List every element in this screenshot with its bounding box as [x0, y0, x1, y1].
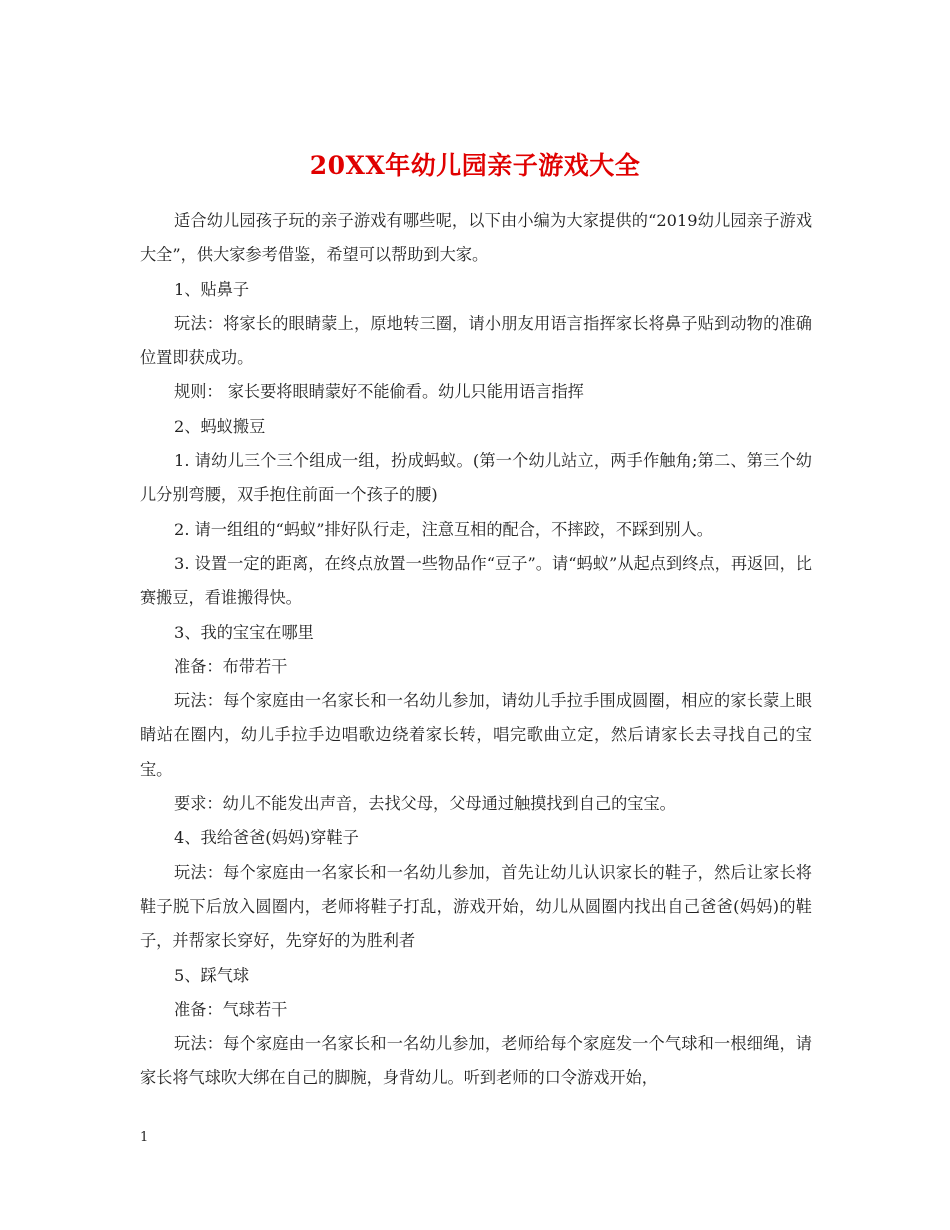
paragraph: 玩法：每个家庭由一名家长和一名幼儿参加，首先让幼儿认识家长的鞋子，然后让家长将鞋子脱下后放入圆圈内，老师将鞋子打乱，游戏开始，幼儿从圆圈内找出自己爸爸(妈妈)的鞋子，并帮家长穿好，先穿好的为胜利者	[140, 862, 812, 951]
paragraph: 玩法：每个家庭由一名家长和一名幼儿参加，老师给每个家庭发一个气球和一根细绳，请家长将气球吹大绑在自己的脚腕，身背幼儿。听到老师的口令游戏开始，	[140, 1034, 812, 1088]
paragraph: 准备：气球若干	[174, 999, 288, 1019]
section-heading-5: 5、踩气球	[174, 965, 250, 985]
section-heading-3: 3、我的宝宝在哪里	[174, 622, 314, 642]
paragraph: 玩法：每个家庭由一名家长和一名幼儿参加，请幼儿手拉手围成圆圈，相应的家长蒙上眼睛站在圈内，幼儿手拉手边唱歌边绕着家长转，唱完歌曲立定，然后请家长去寻找自己的宝宝。	[140, 691, 812, 779]
paragraph: 3. 设置一定的距离，在终点放置一些物品作“豆子”。请“蚂蚁”从起点到终点，再返回，比赛搬豆，看谁搬得快。	[140, 553, 812, 608]
paragraph: 规则： 家长要将眼睛蒙好不能偷看。幼儿只能用语言指挥	[174, 382, 584, 402]
paragraph: 要求：幼儿不能发出声音，去找父母，父母通过触摸找到自己的宝宝。	[174, 794, 676, 814]
intro-paragraph: 适合幼儿园孩子玩的亲子游戏有哪些呢，以下由小编为大家提供的“2019幼儿园亲子游戏大全”，供大家参考借鉴，希望可以帮助到大家。	[140, 211, 812, 265]
paragraph: 1. 请幼儿三个三个组成一组，扮成蚂蚁。(第一个幼儿站立，两手作触角;第二、第三个幼儿分别弯腰，双手抱住前面一个孩子的腰)	[140, 451, 812, 505]
paragraph: 2. 请一组组的“蚂蚁”排好队行走，注意互相的配合，不摔跤，不踩到别人。	[174, 519, 713, 539]
document-body	[140, 204, 812, 1096]
document-title: 20XX年幼儿园亲子游戏大全	[309, 150, 641, 180]
page-number: 1	[140, 1130, 149, 1145]
section-heading-1: 1、贴鼻子	[174, 279, 250, 299]
section-heading-2: 2、蚂蚁搬豆	[174, 416, 266, 436]
paragraph: 玩法：将家长的眼睛蒙上，原地转三圈，请小朋友用语言指挥家长将鼻子贴到动物的准确位置即获成功。	[140, 313, 812, 368]
paragraph: 准备：布带若干	[174, 656, 288, 676]
section-heading-4: 4、我给爸爸(妈妈)穿鞋子	[174, 828, 359, 848]
